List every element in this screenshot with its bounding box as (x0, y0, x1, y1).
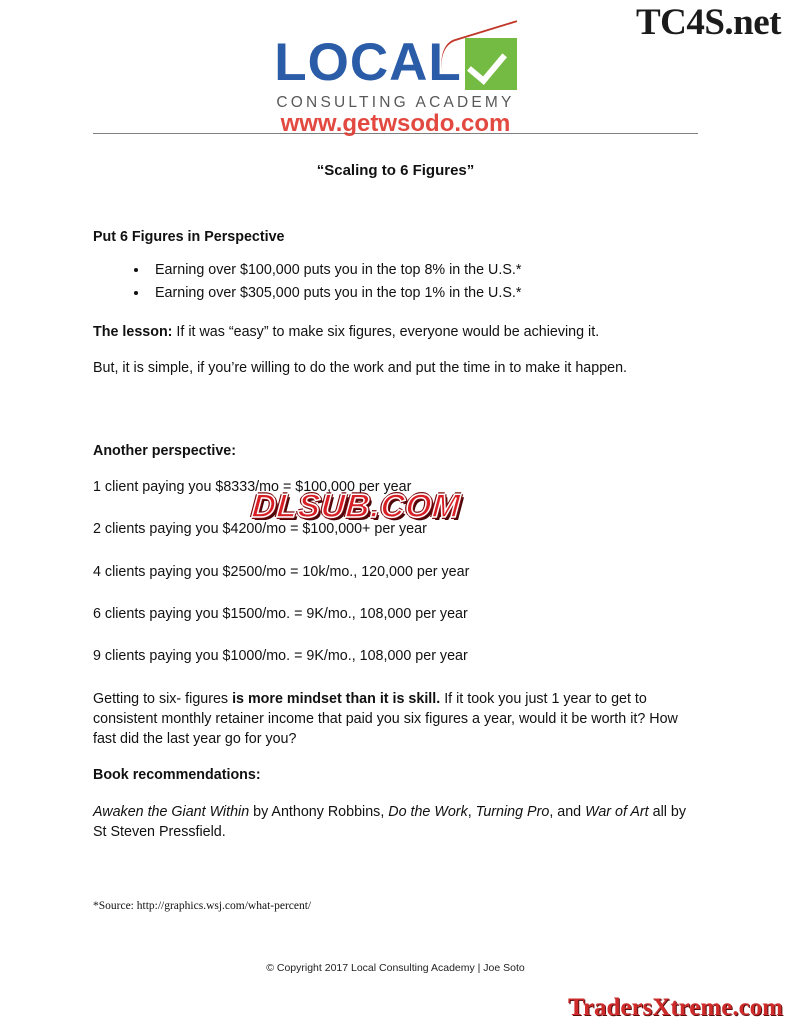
book-sep-2: , (467, 803, 476, 820)
page-title: “Scaling to 6 Figures” (316, 162, 475, 179)
mindset-pre: Getting to six- figures (93, 690, 233, 707)
client-line: 4 clients paying you $2500/mo = 10k/mo., 120,000 per year (93, 563, 470, 580)
footer-copyright: © Copyright 2017 Local Consulting Academy | Joe Soto (266, 962, 525, 974)
source-note: *Source: http://graphics.wsj.com/what-percent/ (93, 900, 312, 912)
lesson-paragraph (93, 322, 698, 342)
logo-inner (274, 33, 517, 92)
book-sep-3: , and (549, 803, 586, 820)
book-sep-1: by Anthony Robbins, (249, 803, 389, 820)
logo-wordmark: LOCAL (274, 33, 462, 92)
books-paragraph (93, 802, 698, 843)
book-title-2: Do the Work (388, 803, 468, 820)
section-heading-books: Book recommendations: (93, 767, 261, 784)
client-line: 1 client paying you $8333/mo = $100,000 per year (93, 479, 412, 496)
watermark-getwsodo: www.getwsodo.com (280, 110, 511, 137)
section-heading-another-perspective: Another perspective: (93, 442, 237, 459)
book-title-3: Turning Pro (475, 803, 550, 820)
lesson-label: The lesson: (93, 324, 173, 341)
list-item: • Earning over $100,000 puts you in the top 8% in the U.S.* (149, 260, 698, 280)
perspective-bullet-list (93, 260, 698, 304)
book-title-4: War of Art (585, 803, 649, 820)
watermark-tradersxtreme: TradersXtreme.com (568, 994, 783, 1021)
book-title-1: Awaken the Giant Within (93, 803, 250, 820)
watermark-dlsub: DLSUB.COM (250, 487, 463, 524)
client-line: 6 clients paying you $1500/mo. = 9K/mo., 108,000 per year (93, 605, 468, 622)
mindset-paragraph (93, 689, 698, 750)
books-end: all by St Steven Pressfield. (93, 803, 687, 841)
logo-subtitle: CONSULTING ACADEMY (276, 94, 515, 111)
simple-paragraph: But, it is simple, if you’re willing to do the work and put the time in to make it happen. (93, 360, 628, 377)
brand-logo (0, 33, 791, 112)
mindset-bold: is more mindset than it is skill. (232, 690, 441, 707)
section-heading-perspective: Put 6 Figures in Perspective (93, 229, 285, 246)
client-line: 2 clients paying you $4200/mo = $100,000+ per year (93, 521, 427, 538)
list-item: • Earning over $305,000 puts you in the top 1% in the U.S.* (149, 283, 698, 303)
lesson-text: If it was “easy” to make six figures, everyone would be achieving it. (172, 324, 600, 341)
mindset-post: If it took you just 1 year to get to consistent monthly retainer income that paid you six figures a year, would it be worth it? How fast did the last year go for you? (93, 690, 678, 748)
watermark-tc4s: TC4S.net (635, 2, 781, 43)
client-line: 9 clients paying you $1000/mo. = 9K/mo., 108,000 per year (93, 648, 468, 665)
